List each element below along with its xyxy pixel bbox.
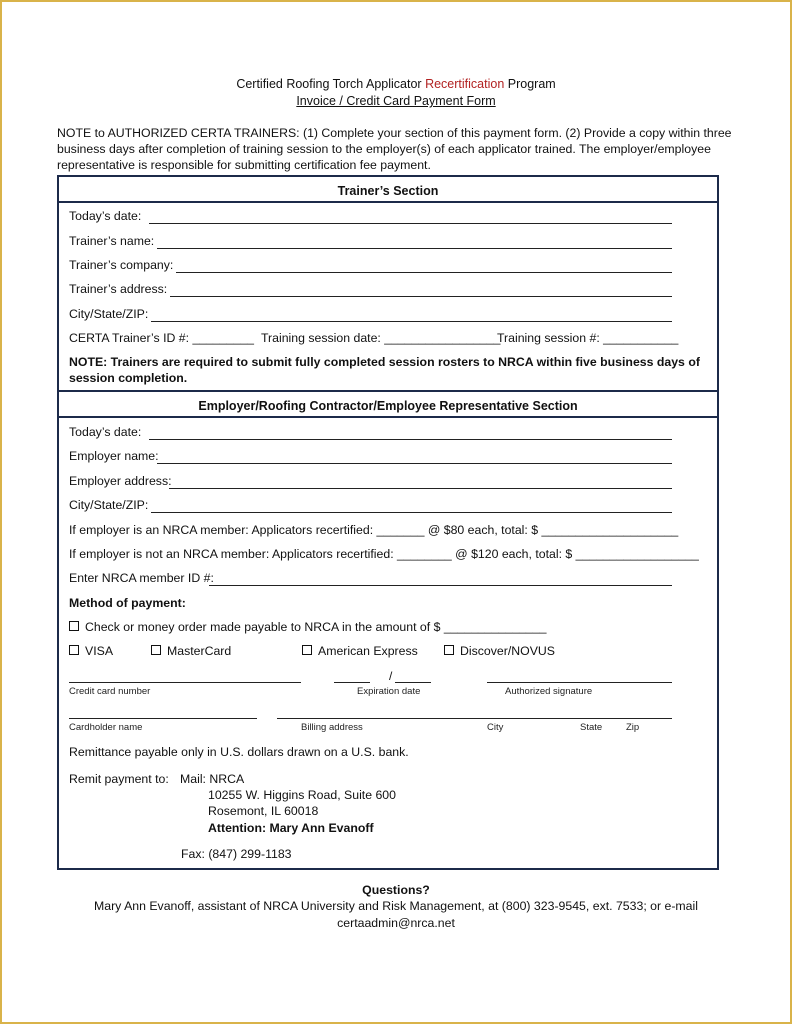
amex-checkbox[interactable] xyxy=(302,645,312,655)
discover-label: Discover/NOVUS xyxy=(460,644,555,658)
trainer-date-label: Today’s date: xyxy=(69,209,142,223)
divider xyxy=(59,416,717,418)
title-suffix: Program xyxy=(504,77,556,91)
amex-label: American Express xyxy=(318,644,418,658)
contact-email[interactable]: certaadmin@nrca.net xyxy=(337,916,455,930)
nonmember-fee-line[interactable]: If employer is not an NRCA member: Applicators recertified: ________ @ $120 each, total: $ __________________ xyxy=(69,547,699,561)
state-label: State xyxy=(580,722,603,733)
questions-heading: Questions? xyxy=(362,883,430,897)
employer-city-label: City/State/ZIP: xyxy=(69,498,149,512)
mail-address-line-1: 10255 W. Higgins Road, Suite 600 xyxy=(208,788,396,802)
note-line-2: business days after completion of training session to the employer(s) of each applicator trained. The employer/employee xyxy=(57,142,711,156)
visa-option[interactable] xyxy=(69,644,113,658)
employer-address-field[interactable] xyxy=(169,488,672,489)
billing-address-field[interactable] xyxy=(277,718,672,719)
authorized-signature-label: Authorized signature xyxy=(505,686,593,697)
trainer-city-field[interactable] xyxy=(151,321,672,322)
note-line-3: representative is responsible for submitting certification fee payment. xyxy=(57,158,431,172)
billing-address-label: Billing address xyxy=(301,722,363,733)
session-number-field[interactable]: Training session #: ___________ xyxy=(497,331,679,345)
expiration-date-label: Expiration date xyxy=(357,686,421,697)
form-box xyxy=(57,175,719,870)
form-title xyxy=(0,77,792,91)
cardholder-name-field[interactable] xyxy=(69,718,257,719)
credit-card-number-field[interactable] xyxy=(69,682,301,683)
trainer-company-field[interactable] xyxy=(176,272,672,273)
attention-line: Attention: Mary Ann Evanoff xyxy=(208,821,374,835)
divider xyxy=(59,201,717,203)
trainer-note-line-2: session completion. xyxy=(69,371,188,385)
mail-label: Mail: NRCA xyxy=(180,772,245,786)
visa-checkbox[interactable] xyxy=(69,645,79,655)
discover-option[interactable] xyxy=(444,644,555,658)
check-checkbox[interactable] xyxy=(69,621,79,631)
title-text: Certified Roofing Torch Applicator xyxy=(236,77,426,91)
trainer-city-label: City/State/ZIP: xyxy=(69,307,149,321)
title-recertification: Recertification xyxy=(425,77,505,91)
member-id-field[interactable] xyxy=(209,585,672,586)
employer-name-field[interactable] xyxy=(157,463,672,464)
credit-card-number-label: Credit card number xyxy=(69,686,151,697)
zip-label: Zip xyxy=(626,722,640,733)
trainer-date-field[interactable] xyxy=(149,223,672,224)
remit-to-label: Remit payment to: xyxy=(69,772,169,786)
expiration-year-field[interactable] xyxy=(395,682,431,683)
visa-label: VISA xyxy=(85,644,114,658)
check-option-label: Check or money order made payable to NRCA in the amount of $ _______________ xyxy=(85,620,547,634)
trainer-company-label: Trainer’s company: xyxy=(69,258,174,272)
form-subtitle: Invoice / Credit Card Payment Form xyxy=(296,94,496,108)
employer-name-label: Employer name: xyxy=(69,449,159,463)
employer-section-heading: Employer/Roofing Contractor/Employee Representative Section xyxy=(198,399,578,413)
city-label: City xyxy=(487,722,504,733)
expiration-slash: / xyxy=(389,669,393,683)
trainer-instructions xyxy=(57,125,737,173)
employer-date-field[interactable] xyxy=(149,439,672,440)
remittance-note: Remittance payable only in U.S. dollars drawn on a U.S. bank. xyxy=(69,745,409,759)
expiration-month-field[interactable] xyxy=(334,682,370,683)
cardholder-name-label: Cardholder name xyxy=(69,722,143,733)
signature-field[interactable] xyxy=(487,682,672,683)
session-date-field[interactable]: Training session date: _________________ xyxy=(261,331,501,345)
discover-checkbox[interactable] xyxy=(444,645,454,655)
fax-number: Fax: (847) 299-1183 xyxy=(181,847,292,861)
mastercard-checkbox[interactable] xyxy=(151,645,161,655)
note-line-1: NOTE to AUTHORIZED CERTA TRAINERS: (1) Complete your section of this payment form. (2) Provide a copy within three xyxy=(57,126,732,140)
trainer-note-line-1: NOTE: Trainers are required to submit fully completed session rosters to NRCA within five business days of xyxy=(69,355,700,369)
certa-id-field[interactable]: CERTA Trainer’s ID #: _________ xyxy=(69,331,255,345)
contact-info: Mary Ann Evanoff, assistant of NRCA University and Risk Management, at (800) 323-9545, ext. 7533; or e-mail xyxy=(94,899,698,913)
mastercard-label: MasterCard xyxy=(167,644,232,658)
trainer-name-field[interactable] xyxy=(157,248,672,249)
check-option[interactable] xyxy=(69,620,546,634)
employer-city-field[interactable] xyxy=(151,512,672,513)
trainer-section-heading: Trainer’s Section xyxy=(337,184,439,198)
member-id-label: Enter NRCA member ID #: xyxy=(69,571,214,585)
divider xyxy=(59,390,717,392)
employer-address-label: Employer address: xyxy=(69,474,172,488)
payment-method-heading: Method of payment: xyxy=(69,596,186,610)
trainer-address-label: Trainer’s address: xyxy=(69,282,168,296)
member-fee-line[interactable]: If employer is an NRCA member: Applicators recertified: _______ @ $80 each, total: $ ____________________ xyxy=(69,523,679,537)
amex-option[interactable] xyxy=(302,644,418,658)
mail-address-line-2: Rosemont, IL 60018 xyxy=(208,804,319,818)
mastercard-option[interactable] xyxy=(151,644,231,658)
trainer-name-label: Trainer’s name: xyxy=(69,234,155,248)
employer-date-label: Today’s date: xyxy=(69,425,142,439)
trainer-address-field[interactable] xyxy=(170,296,672,297)
